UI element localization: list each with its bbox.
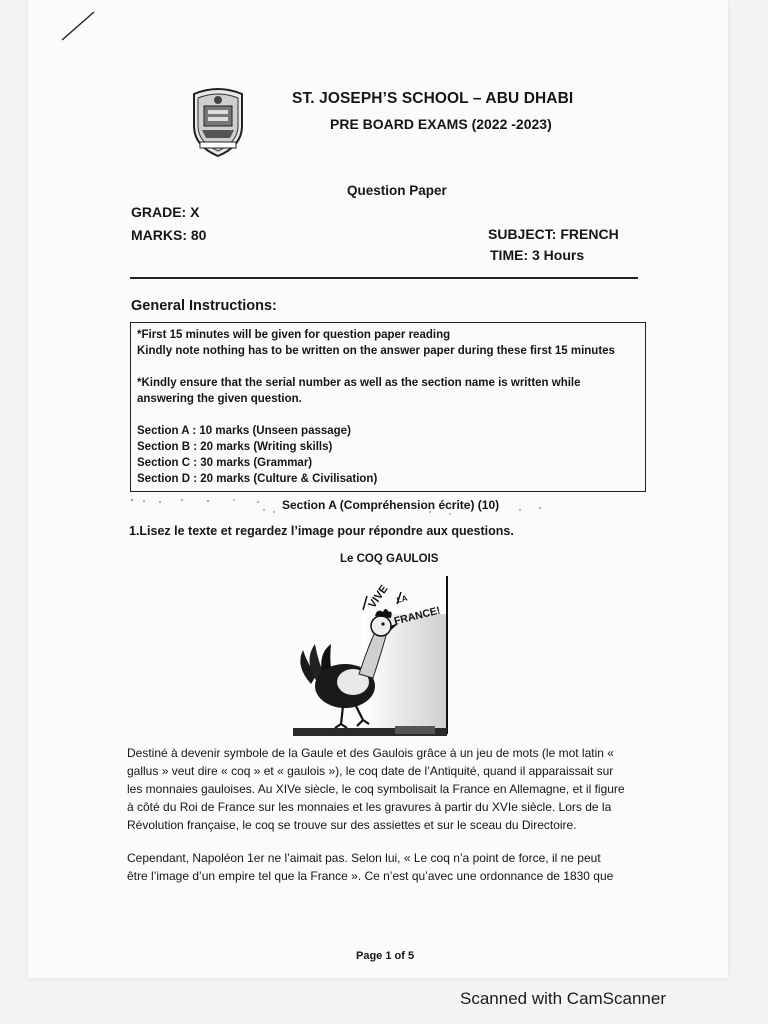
subject-label: SUBJECT: FRENCH [488,226,619,242]
header-divider [130,277,638,279]
paragraph-line: à côté du Roi de France sur les monnaies et les gravures à partir du XVIe siècle. Lors de la [127,800,612,814]
question-1-text: 1.Lisez le texte et regardez l’image pour répondre aux questions. [129,524,514,538]
paragraph-line: Destiné à devenir symbole de la Gaule et des Gaulois grâce à un jeu de mots (le mot latin « [127,746,614,760]
paragraph-line: gallus » veut dire « coq » et « gaulois »), le coq date de l’Antiquité, quand il apparaissait sur [127,764,614,778]
passage-paragraph-2 [127,849,647,885]
instruction-line: *First 15 minutes will be given for question paper reading [137,329,451,341]
illustration-caption-part: FRANCE! [392,604,442,628]
rooster-illustration [293,574,449,736]
illustration-caption-part: LA [395,593,409,605]
section-marks-line: Section A : 10 marks (Unseen passage) [137,425,351,437]
instructions-box [130,322,646,492]
passage-paragraph-1 [127,744,647,834]
scanner-watermark: Scanned with CamScanner [460,989,667,1008]
instruction-line: *Kindly ensure that the serial number as well as the section name is written while [137,377,581,389]
passage-title: Le COQ GAULOIS [340,553,439,565]
paragraph-line: être l’image d’un empire tel que la France ». Ce n’est qu’avec une ordonnance de 1830 que [127,869,614,883]
paragraph-line: les monnaies gauloises. Au XIVe siècle, le coq symbolisait la France en Allemagne, et il figure [127,782,625,796]
paragraph-line: Cependant, Napoléon 1er ne l’aimait pas. Selon lui, « Le coq n’a point de force, il ne peut [127,851,601,865]
section-marks-line: Section B : 20 marks (Writing skills) [137,441,333,453]
page-number: Page 1 of 5 [356,950,415,962]
instruction-line: answering the given question. [137,393,302,405]
instruction-line: Kindly note nothing has to be written on the answer paper during these first 15 minutes [137,345,615,357]
pen-stroke-mark [60,10,96,42]
school-crest-icon [186,86,250,158]
illustration-caption-part: VIVE [366,583,391,611]
section-marks-line: Section D : 20 marks (Culture & Civilisation) [137,473,378,485]
paper-type: Question Paper [347,183,447,198]
marks-label: MARKS: 80 [131,227,207,243]
paragraph-line: Révolution française, le coq se trouve sur des assiettes et sur le sceau du Directoire. [127,818,577,832]
instructions-title: General Instructions: [131,298,277,314]
time-label: TIME: 3 Hours [490,247,585,263]
exam-title: PRE BOARD EXAMS (2022 -2023) [330,116,552,132]
school-name: ST. JOSEPH’S SCHOOL – ABU DHABI [292,90,574,107]
grade-label: GRADE: X [131,204,200,220]
section-a-heading: Section A (Compréhension écrite) (10) [282,498,500,512]
section-marks-line: Section C : 30 marks (Grammar) [137,457,313,469]
